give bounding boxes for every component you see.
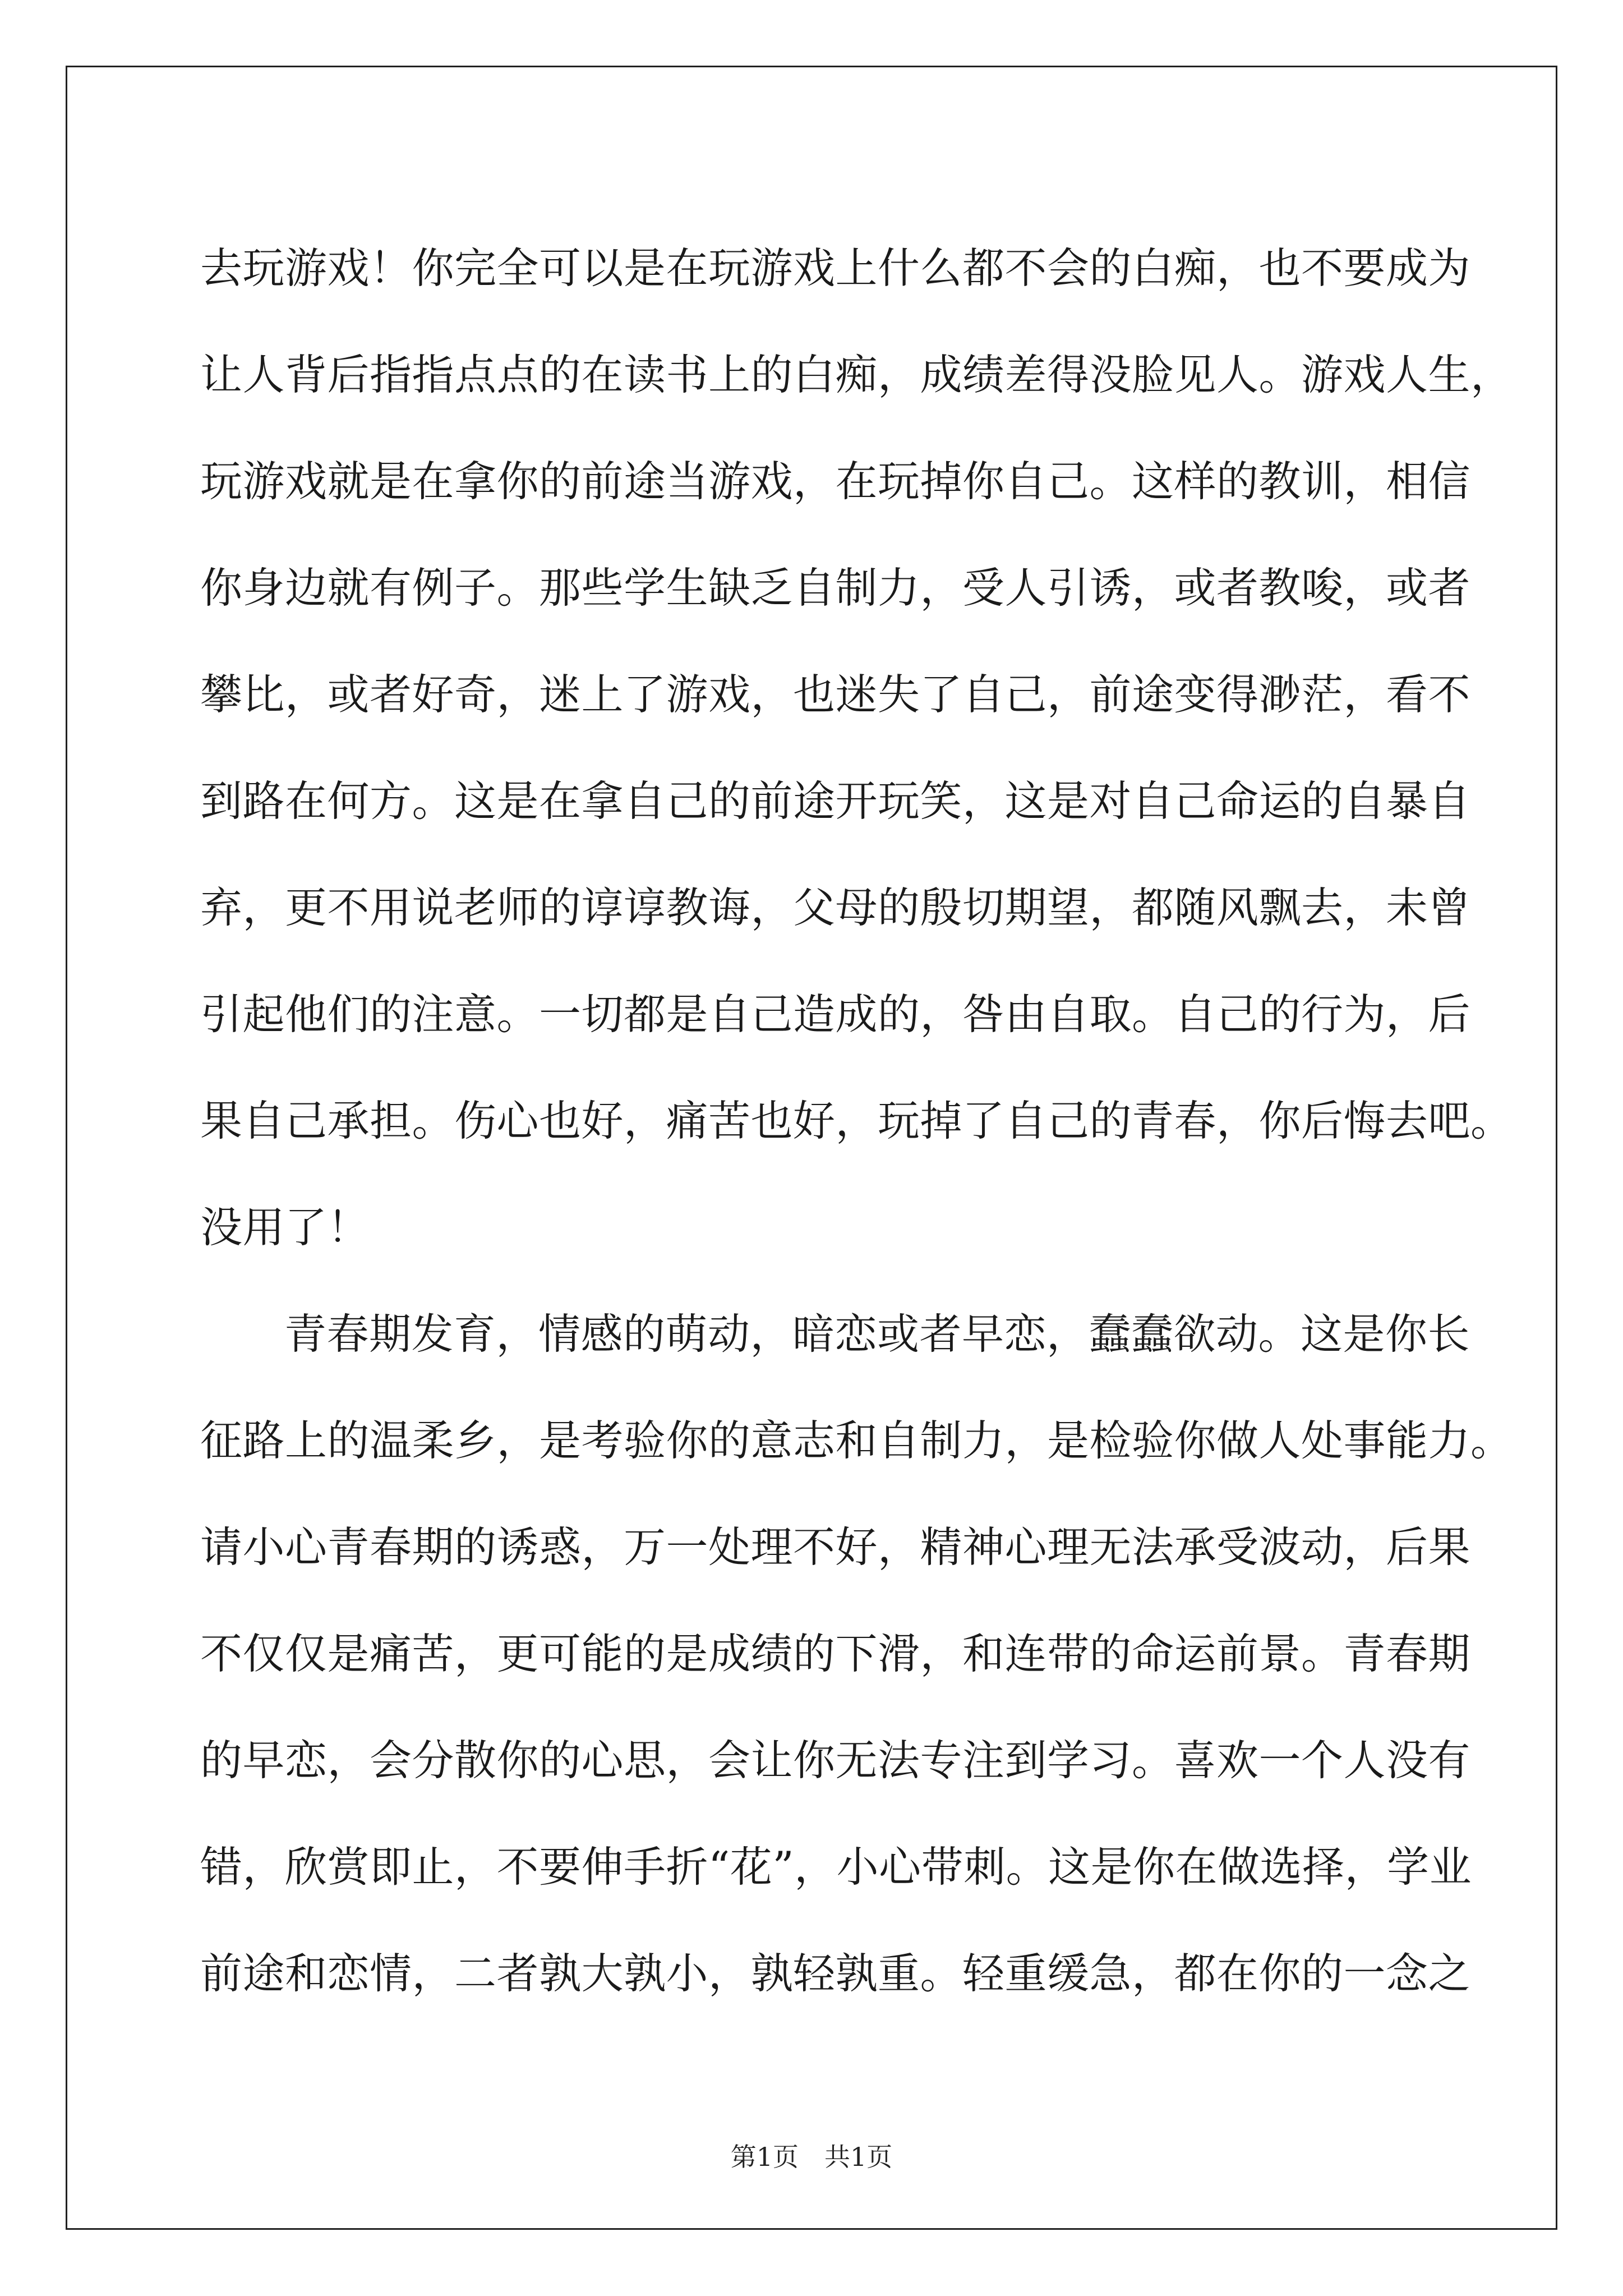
page-number: 第1页: [730, 2142, 799, 2172]
text-line: 攀比，或者好奇，迷上了游戏，也迷失了自己，前途变得渺茫，看不: [200, 670, 1471, 719]
text-line: 到路在何方。这是在拿自己的前途开玩笑，这是对自己命运的自暴自: [200, 776, 1471, 826]
text-line: 引起他们的注意。一切都是自己造成的，咎由自取。自己的行为，后: [200, 990, 1471, 1039]
text-line: 错，欣赏即止，不要伸手折“花”，小心带刺。这是你在做选择，学业: [200, 1842, 1472, 1892]
paragraph-start-line: 青春期发育，情感的萌动，暗恋或者早恋，蠢蠢欲动。这是你长: [284, 1309, 1470, 1359]
text-line: 请小心青春期的诱惑，万一处理不好，精神心理无法承受波动，后果: [200, 1522, 1471, 1572]
text-line: 的早恋，会分散你的心思，会让你无法专注到学习。喜欢一个人没有: [200, 1736, 1471, 1785]
text-line: 没用了！: [200, 1203, 370, 1252]
text-line: 征路上的温柔乡，是考验你的意志和自制力，是检验你做人处事能力。: [200, 1416, 1513, 1465]
text-line: 你身边就有例子。那些学生缺乏自制力，受人引诱，或者教唆，或者: [200, 563, 1471, 613]
text-line: 不仅仅是痛苦，更可能的是成绩的下滑，和连带的命运前景。青春期: [200, 1629, 1471, 1678]
text-line: 弃，更不用说老师的谆谆教诲，父母的殷切期望，都随风飘去，未曾: [200, 883, 1471, 932]
document-body: [200, 215, 1513, 2027]
text-line: 前途和恋情，二者孰大孰小，孰轻孰重。轻重缓急，都在你的一念之: [200, 1949, 1471, 1998]
text-line: 去玩游戏！你完全可以是在玩游戏上什么都不会的白痴，也不要成为: [200, 243, 1471, 293]
page-total: 共1页: [824, 2142, 893, 2172]
text-line: 让人背后指指点点的在读书上的白痴，成绩差得没脸见人。游戏人生，: [200, 350, 1513, 399]
text-line: 玩游戏就是在拿你的前途当游戏，在玩掉你自己。这样的教训，相信: [200, 457, 1471, 506]
page-footer: [0, 2140, 1623, 2174]
text-line: 果自己承担。伤心也好，痛苦也好，玩掉了自己的青春，你后悔去吧。: [200, 1096, 1513, 1145]
